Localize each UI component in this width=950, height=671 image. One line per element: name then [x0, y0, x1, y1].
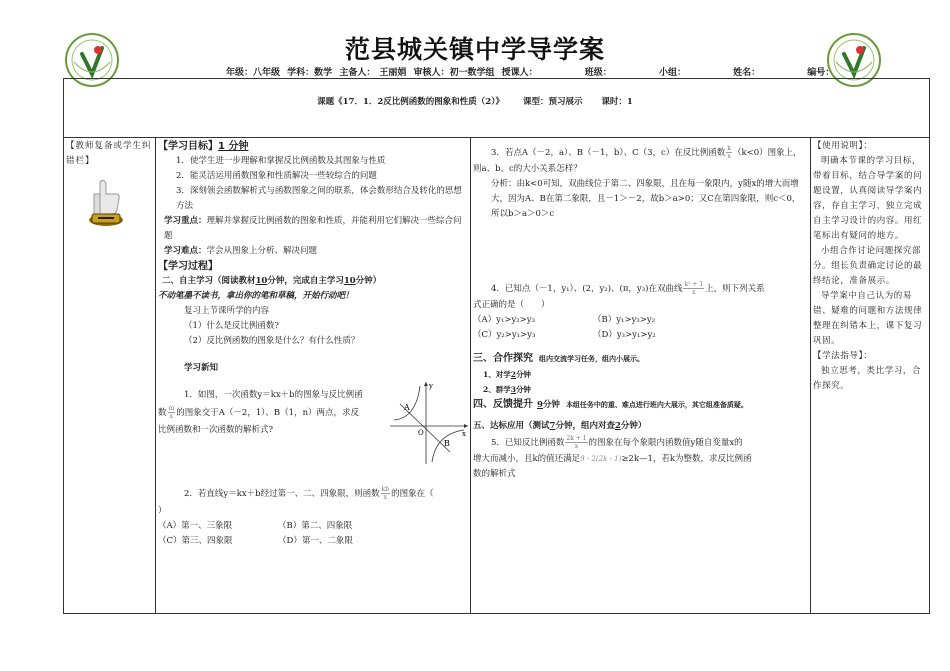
meta-author-label: 主备人：: [339, 68, 376, 78]
self-study-heading: 分钟，完成自主学习: [267, 276, 344, 286]
method-guide-text: 独立思考，类比学习，合作探究。: [813, 366, 922, 391]
meta-grade: 年级：八年级: [226, 68, 281, 78]
group-study: 2、群学: [483, 385, 511, 394]
middle-column: [158, 139, 466, 549]
self-study-heading: 二、自主学习（阅读教材: [162, 276, 256, 286]
lesson-type: 课型：预习展示: [522, 97, 583, 107]
difficulty-text: 学会从图象上分析、解决问题: [206, 246, 318, 256]
question-3: 3．若点A（－2，a）、B（－1，b）、C（3，c）在反比例函数: [491, 148, 726, 158]
meta-reviewer: 审核人：初一数学组: [413, 68, 495, 78]
question-2-options: [158, 534, 466, 549]
question-2: 的图象在（: [391, 489, 434, 499]
instructions-sidebar: [813, 139, 926, 394]
difficulty-label: 学习难点：: [164, 246, 207, 256]
meta-subject: 学科：数学: [287, 68, 333, 78]
test-time: 7: [549, 421, 556, 431]
key-text: 理解并掌握反比例函数的图象和性质，并能利用它们解决一些综合问题: [164, 216, 462, 241]
divider: [470, 137, 471, 614]
divider: [810, 137, 811, 614]
question-4: 上，则下列关系: [705, 284, 765, 294]
question-5: 增大而减小，且k的值还满足: [473, 454, 581, 464]
fraction-k-over-x: $\frac{k}{x}$: [727, 145, 731, 160]
review-question: （1）什么是反比例函数?: [184, 321, 279, 331]
cooperation-heading: 三、合作探究: [473, 353, 533, 364]
divider: [155, 137, 156, 614]
meta-number: 编号：: [807, 68, 835, 78]
question-5: ≥2k—1，若k为整数，求反比例函: [621, 454, 752, 464]
right-column: [473, 145, 806, 482]
goal-item: 2．能灵活运用函数图象和性质解决一些较综合的问题: [176, 171, 377, 181]
analysis-text: 分析：由k<0可知，双曲线位于第二、四象限，且在每一象限内，y随x的增大而增大，因为A、B在第二象限，且－1＞－2，故b＞a>0；又C在第四象限，则c＜0，所以b＞a＞0＞c: [491, 179, 801, 219]
question-5: 数的解析式: [473, 469, 516, 479]
thumbs-up-badge-icon: [86, 176, 126, 228]
question-2: 2．若直线y＝kx＋b经过第一、二、四象限，则函数: [184, 489, 380, 499]
goal-item: 1．使学生进一步理解和掌握反比例函数及其图象与性质: [176, 156, 386, 166]
fraction-kb-over-x: $\frac{kb}{x}$: [381, 486, 390, 501]
question-1: 比例函数和一次函数的解析式?: [158, 425, 274, 435]
self-study-time: 10: [343, 276, 356, 286]
left-column: [66, 139, 152, 169]
page-title: 范县城关镇中学导学案: [344, 35, 605, 64]
test-heading: 五、达标应用（测试: [473, 421, 550, 431]
question-3: （k<0）图象上，: [732, 148, 802, 158]
test-heading: 分钟）: [620, 421, 647, 431]
option-d: （D）第一、二象限: [278, 536, 353, 546]
axis-label-y: y: [429, 382, 433, 390]
group-study-time: 3: [510, 385, 516, 394]
lesson-hours: 课时：1: [601, 97, 633, 107]
question-5-expression: 9 - 2(2k - 1): [580, 455, 622, 463]
process-heading: 【学习过程】: [158, 261, 218, 272]
feedback-unit: 分钟: [542, 400, 560, 410]
header-meta: [226, 65, 838, 78]
usage-heading: 【使用说明】：: [813, 141, 873, 151]
lesson-info: [0, 95, 950, 107]
key-label: 学习重点：: [164, 216, 207, 226]
fraction-2k-plus-1-over-x: $\frac{2k + 1}{x}$: [566, 435, 587, 450]
feedback-heading: 四、反馈提升: [473, 399, 533, 410]
pair-study: 1、对学: [483, 370, 511, 379]
left-column-heading: 【教师复备或学生纠错栏】: [66, 141, 152, 166]
fraction-k2-plus-1-over-x: $\frac{\text{k² + 1}}{x}$: [684, 281, 704, 296]
question-4-options: [473, 313, 806, 328]
question-2: ）: [158, 506, 167, 516]
option-b: （B）第二、四象限: [278, 521, 353, 531]
cooperation-text: 小组合作讨论问题探究部分。组长负责确定讨论的最终结论，准备展示。: [813, 246, 923, 286]
option-d: （D）y₃>y₁>y₂: [593, 330, 656, 340]
question-4: 4．已知点（－1，y₁）、(2，y₂)、(π，y₃)在双曲线: [491, 284, 683, 294]
question-2-options: [158, 519, 466, 534]
question-5: 5．已知反比例函数: [491, 438, 565, 448]
fraction-m-over-x: $\frac{m}{x}$: [168, 405, 175, 420]
self-study-time: 10: [255, 276, 268, 286]
question-1: 的图象交于A（－2，1）、B（1，n）两点，求反: [176, 408, 360, 418]
pair-study: 分钟: [515, 370, 531, 379]
pair-study-time: 2: [510, 370, 516, 379]
meta-group: 小组：: [658, 68, 686, 78]
method-guide-heading: 【学法指导】：: [813, 351, 873, 361]
origin-label: O: [418, 429, 424, 437]
feedback-time: 9: [537, 400, 543, 410]
question-4-options: [473, 328, 806, 343]
review-tip-text: 导学案中自己认为的易错、疑难的问题和方法规律整理在纠错本上，课下复习巩固。: [813, 291, 923, 346]
divider: [63, 137, 930, 138]
review-text: 复习上节课所学的内容: [184, 306, 270, 316]
meta-name: 姓名：: [733, 68, 761, 78]
usage-text: 明确本节课的学习目标，带着目标，结合导学案的问题设置，认真阅读导学案内容，存自主学习，独立完成自主学习设计的内容。用红笔标出有疑问的地方。: [813, 156, 923, 241]
question-1: 数: [158, 408, 167, 418]
self-study-heading: 分钟）: [355, 276, 382, 286]
goals-heading: 【学习目标】: [158, 141, 218, 152]
axis-label-x: x: [462, 430, 466, 438]
goal-item: 3．深刻领会函数解析式与函数图象之间的联系，体会数形结合及转化的思想方法: [176, 186, 462, 211]
motto: 不动笔墨不读书，拿出你的笔和草稿，开始行动吧！: [158, 291, 354, 301]
point-label-a: A: [404, 403, 410, 412]
question-1: 1．如图，一次函数y＝kx＋b的图象与反比例函: [184, 390, 363, 400]
option-b: （B）y₁>y₃>y₂: [593, 315, 656, 325]
meta-teacher: 授课人：: [501, 68, 538, 78]
option-a: （A）第一、三象限: [158, 521, 233, 531]
new-knowledge-heading: 学习新知: [184, 363, 219, 373]
review-question: （2）反比例函数的图象是什么？有什么性质？: [184, 336, 360, 346]
meta-class: 班级：: [584, 68, 612, 78]
cooperation-note: 组内交流学习任务，组内小展示。: [539, 354, 644, 363]
test-heading: 分钟，组内对查: [555, 421, 615, 431]
group-study: 分钟: [515, 385, 531, 394]
question-3: 则a、b、c的大小关系怎样？: [473, 164, 582, 174]
lesson-title: 课题《17．1．2反比例函数的图象和性质（2）》: [317, 97, 504, 107]
hyperbola-graph: [390, 380, 470, 464]
goals-time: 1 分钟: [218, 141, 249, 152]
test-time: 2: [614, 421, 621, 431]
option-a: （A）y₁>y₂>y₃: [473, 315, 536, 325]
feedback-note: 本组任务中的重、难点进行班内大展示，其它组准备质疑。: [565, 400, 748, 409]
option-c: （C）第三、四象限: [158, 536, 233, 546]
point-label-b: B: [444, 439, 450, 448]
meta-author: 王丽娟: [379, 68, 407, 78]
question-5: 的图象在每个象限内函数值y随自变量x的: [588, 438, 743, 448]
option-c: （C）y₂>y₁>y₃: [473, 330, 536, 340]
question-4: 式正确的是（ ）: [473, 300, 550, 310]
